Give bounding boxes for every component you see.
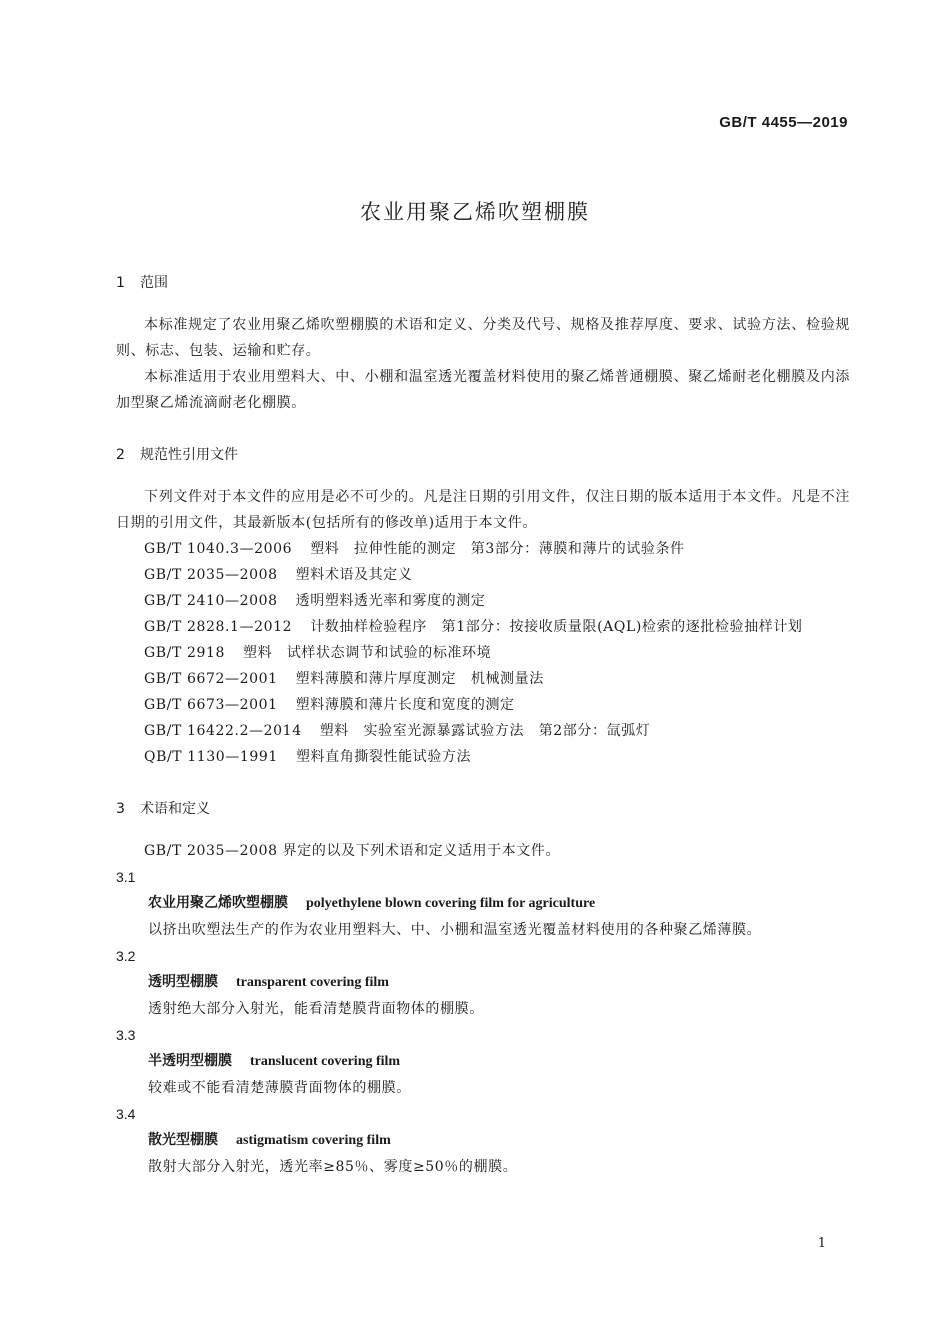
section-title: 范围	[140, 275, 168, 291]
reference-item	[116, 640, 850, 666]
reference-title: 塑料直角撕裂性能试验方法	[295, 749, 472, 765]
reference-title: 塑料薄膜和薄片长度和宽度的测定	[295, 697, 515, 713]
document-title: 农业用聚乙烯吹塑棚膜	[360, 200, 590, 224]
term-en: transparent covering film	[236, 975, 389, 990]
term-heading	[116, 890, 850, 917]
page-number: 1	[817, 1236, 826, 1251]
term-number: 3.3	[116, 1027, 136, 1043]
term-definition: 散射大部分入射光，透光率≥85％、雾度≥50％的棚膜。	[148, 1159, 518, 1175]
section-number: 1	[116, 275, 125, 291]
section-title: 规范性引用文件	[140, 447, 238, 463]
document-body	[116, 270, 850, 1180]
reference-code: GB/T 16422.2—2014	[144, 723, 302, 739]
reference-title: 计数抽样检验程序 第1部分：按接收质量限(AQL)检索的逐批检验抽样计划	[310, 619, 803, 635]
reference-code: GB/T 2035—2008	[144, 567, 278, 583]
term-heading	[116, 1127, 850, 1154]
section-1-heading	[116, 270, 850, 296]
reference-title: 透明塑料透光率和雾度的测定	[295, 593, 486, 609]
term-zh: 透明型棚膜	[148, 974, 218, 990]
reference-title: 塑料 试样状态调节和试验的标准环境	[243, 645, 492, 661]
reference-title: 塑料 拉伸性能的测定 第3部分：薄膜和薄片的试验条件	[310, 541, 685, 557]
term-zh: 农业用聚乙烯吹塑棚膜	[148, 895, 288, 911]
section-number: 2	[116, 447, 125, 463]
term-zh: 散光型棚膜	[148, 1132, 218, 1148]
term-number: 3.1	[116, 869, 136, 885]
term-en: astigmatism covering film	[236, 1133, 391, 1148]
term-zh: 半透明型棚膜	[148, 1053, 232, 1069]
section-2-heading	[116, 442, 850, 468]
reference-code: GB/T 2828.1—2012	[144, 619, 293, 635]
reference-item	[116, 536, 850, 562]
reference-code: QB/T 1130—1991	[144, 749, 278, 765]
reference-title: 塑料术语及其定义	[295, 567, 413, 583]
section-title: 术语和定义	[140, 801, 210, 817]
term-heading	[116, 969, 850, 996]
term-en: translucent covering film	[250, 1054, 401, 1069]
standard-code: GB/T 4455—2019	[719, 114, 848, 131]
reference-code: GB/T 1040.3—2006	[144, 541, 293, 557]
term-definition: 透射绝大部分入射光，能看清楚膜背面物体的棚膜。	[148, 1001, 484, 1017]
reference-item	[116, 562, 850, 588]
section-1-paragraph: 本标准规定了农业用聚乙烯吹塑棚膜的术语和定义、分类及代号、规格及推荐厚度、要求、试验方法、检验规则、标志、包装、运输和贮存。	[116, 317, 850, 359]
reference-item	[116, 744, 850, 770]
term-definition: 较难或不能看清楚薄膜背面物体的棚膜。	[148, 1080, 411, 1096]
reference-item	[116, 614, 850, 640]
term-number: 3.4	[116, 1106, 136, 1122]
term-heading	[116, 1048, 850, 1075]
section-2-intro: 下列文件对于本文件的应用是必不可少的。凡是注日期的引用文件，仅注日期的版本适用于本文件。凡是不注日期的引用文件，其最新版本(包括所有的修改单)适用于本文件。	[116, 489, 850, 531]
reference-item	[116, 666, 850, 692]
reference-item	[116, 718, 850, 744]
reference-item	[116, 588, 850, 614]
reference-code: GB/T 6673—2001	[144, 697, 278, 713]
section-3-heading	[116, 796, 850, 822]
reference-title: 塑料薄膜和薄片厚度测定 机械测量法	[295, 671, 544, 687]
reference-title: 塑料 实验室光源暴露试验方法 第2部分：氙弧灯	[319, 723, 651, 739]
reference-code: GB/T 2410—2008	[144, 593, 278, 609]
term-number: 3.2	[116, 948, 136, 964]
section-3-intro: GB/T 2035—2008 界定的以及下列术语和定义适用于本文件。	[144, 843, 561, 859]
reference-code: GB/T 2918	[144, 645, 226, 661]
reference-code: GB/T 6672—2001	[144, 671, 278, 687]
section-1-paragraph: 本标准适用于农业用塑料大、中、小棚和温室透光覆盖材料使用的聚乙烯普通棚膜、聚乙烯耐老化棚膜及内添加型聚乙烯流滴耐老化棚膜。	[116, 369, 850, 411]
section-number: 3	[116, 801, 125, 817]
term-definition: 以挤出吹塑法生产的作为农业用塑料大、中、小棚和温室透光覆盖材料使用的各种聚乙烯薄膜。	[148, 922, 762, 938]
term-en: polyethylene blown covering film for agriculture	[306, 896, 596, 911]
reference-item	[116, 692, 850, 718]
